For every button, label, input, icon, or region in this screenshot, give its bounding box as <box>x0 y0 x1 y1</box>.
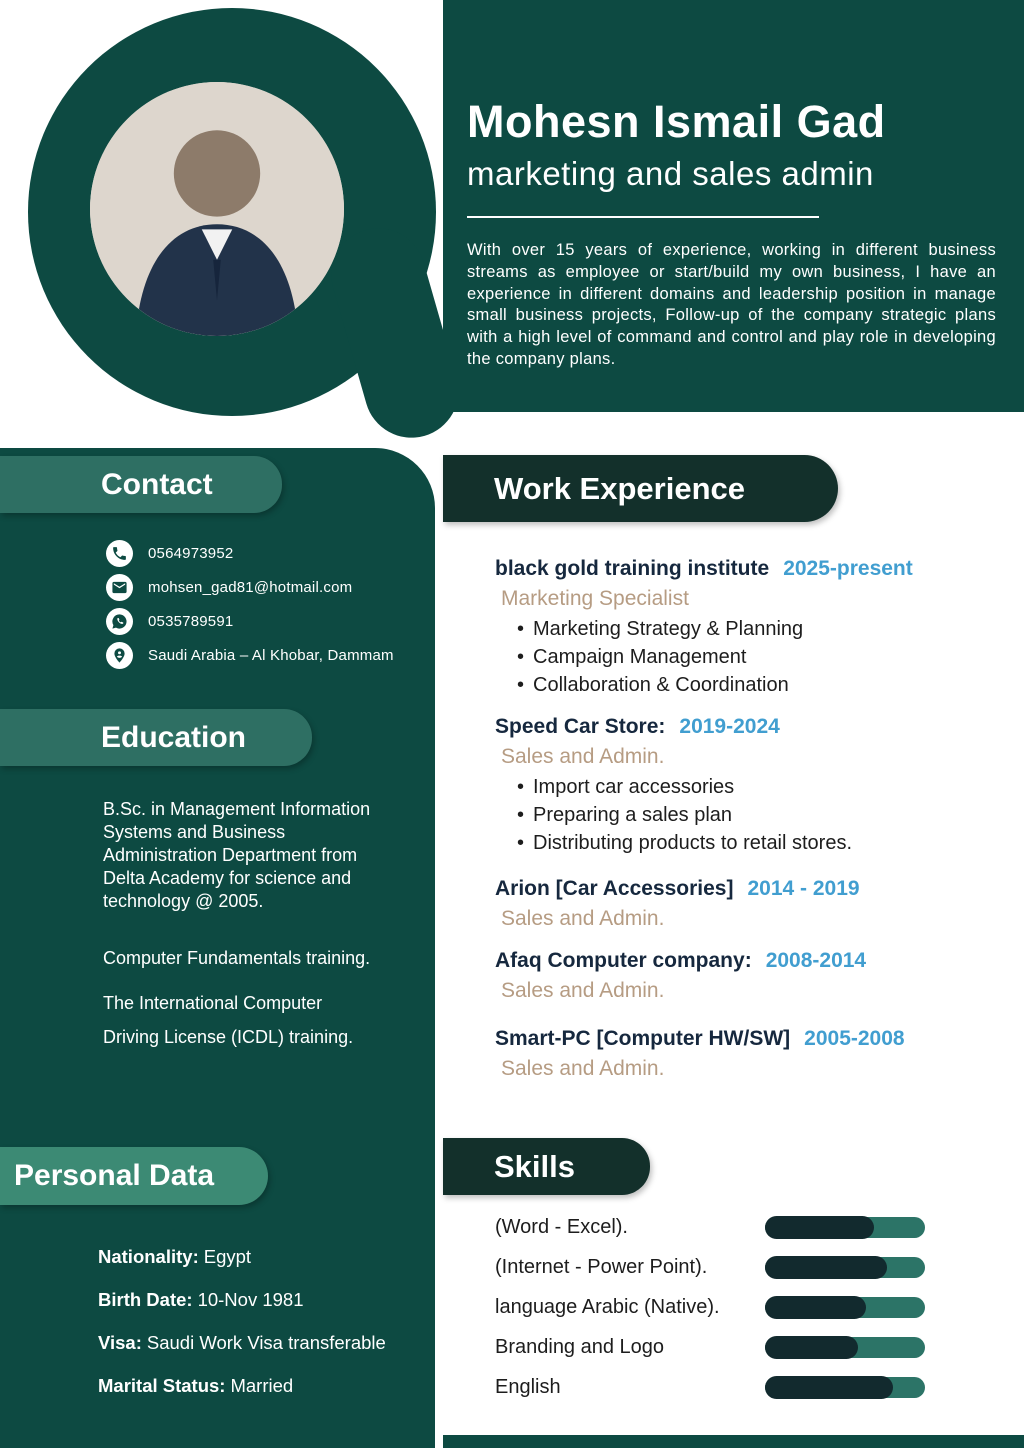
job-role: Sales and Admin. <box>501 1057 665 1080</box>
personal-row-birthdate <box>0 1289 435 1311</box>
job-head <box>495 1027 1024 1051</box>
skill-row-arabic <box>443 1287 1024 1327</box>
personal-row-marital <box>0 1375 435 1397</box>
personal-data-heading <box>0 1147 268 1205</box>
job-company: black gold training institute <box>495 557 770 580</box>
profile-summary: With over 15 years of experience, working in different business streams as employee or start/build my own business, I have an experience in different domains and leadership position in manage small business projects, Follow-up of the company strategic plans with a high level of command and control and play role in developing the company plans. <box>467 241 996 368</box>
job-head <box>495 949 1024 973</box>
personal-row-visa <box>0 1332 435 1354</box>
job-bullet: • Campaign Management <box>495 643 1024 671</box>
personal-value: Egypt <box>203 1246 252 1267</box>
skills-heading-label: Skills <box>494 1148 575 1184</box>
skill-label: language Arabic (Native). <box>495 1295 720 1318</box>
location-icon <box>106 642 133 669</box>
personal-value: 10-Nov 1981 <box>197 1289 304 1310</box>
education-item: Computer Fundamentals training. <box>103 948 371 969</box>
person-silhouette-icon <box>90 82 344 336</box>
job-bullet: • Distributing products to retail stores. <box>495 829 1024 857</box>
job-dates: 2025-present <box>783 557 913 580</box>
skill-bar-fill <box>765 1376 893 1399</box>
skill-bar-fill <box>765 1296 866 1319</box>
skill-label: (Internet - Power Point). <box>495 1255 708 1278</box>
skill-bar <box>765 1297 925 1318</box>
job-entry-speed-car-store <box>443 715 1024 857</box>
person-name: Mohesn Ismail Gad <box>467 96 886 147</box>
job-bullet: • Collaboration & Coordination <box>495 671 1024 699</box>
education-item: The International Computer Driving License (ICDL) training. <box>103 993 354 1047</box>
skill-bar <box>765 1377 925 1398</box>
personal-label: Visa: <box>98 1332 142 1353</box>
job-role: Sales and Admin. <box>501 745 665 768</box>
job-dates: 2014 - 2019 <box>747 877 860 900</box>
phone-number: 0564973952 <box>148 545 234 562</box>
skill-bar <box>765 1257 925 1278</box>
skill-bar <box>765 1217 925 1238</box>
contact-list <box>0 540 435 676</box>
job-entry-afaq <box>443 949 1024 1003</box>
education-item: B.Sc. in Management Information Systems and Business Administration Department from Delta Academy for science and technology @ 2005. <box>103 799 371 912</box>
skill-label: Branding and Logo <box>495 1335 665 1358</box>
job-title: marketing and sales admin <box>467 154 874 192</box>
job-company: Afaq Computer company: <box>495 949 752 972</box>
profile-photo <box>90 82 344 336</box>
personal-value: Saudi Work Visa transferable <box>146 1332 386 1353</box>
contact-row-whatsapp <box>0 608 435 635</box>
skill-row-internet-powerpoint <box>443 1247 1024 1287</box>
work-experience-list <box>443 545 1024 1081</box>
job-entry-arion <box>443 877 1024 931</box>
work-experience-heading <box>443 455 838 522</box>
personal-value: Married <box>230 1375 294 1396</box>
personal-data-heading-label: Personal Data <box>14 1159 215 1192</box>
skill-bar-fill <box>765 1256 887 1279</box>
personal-label: Birth Date: <box>98 1289 193 1310</box>
job-bullet-list <box>495 773 1024 857</box>
job-head <box>495 715 1024 739</box>
job-bullet: • Preparing a sales plan <box>495 801 1024 829</box>
contact-row-location <box>0 642 435 669</box>
header-block <box>443 0 1024 412</box>
job-role: Sales and Admin. <box>501 907 665 930</box>
skill-row-english <box>443 1367 1024 1407</box>
job-bullet-list <box>495 615 1024 699</box>
job-bullet: • Marketing Strategy & Planning <box>495 615 1024 643</box>
personal-data-list <box>0 1246 435 1418</box>
skill-label: English <box>495 1375 561 1398</box>
personal-label: Marital Status: <box>98 1375 226 1396</box>
skill-bar-fill <box>765 1216 874 1239</box>
whatsapp-number: 0535789591 <box>148 613 234 630</box>
skill-row-word-excel <box>443 1207 1024 1247</box>
job-company: Arion [Car Accessories] <box>495 877 734 900</box>
personal-label: Nationality: <box>98 1246 199 1267</box>
education-heading <box>0 709 312 766</box>
education-heading-label: Education <box>101 720 247 754</box>
education-section <box>0 798 435 1054</box>
email-address: mohsen_gad81@hotmail.com <box>148 579 353 596</box>
skill-label: (Word - Excel). <box>495 1215 628 1238</box>
job-head <box>495 557 1024 581</box>
skills-list <box>443 1207 1024 1407</box>
job-bullet: • Import car accessories <box>495 773 1024 801</box>
personal-row-nationality <box>0 1246 435 1268</box>
job-role: Sales and Admin. <box>501 979 665 1002</box>
job-dates: 2019-2024 <box>679 715 780 738</box>
work-experience-heading-label: Work Experience <box>494 470 745 506</box>
header-divider <box>467 216 819 218</box>
footer-bar <box>443 1435 1024 1448</box>
job-dates: 2005-2008 <box>804 1027 905 1050</box>
job-head <box>495 877 1024 901</box>
job-dates: 2008-2014 <box>765 949 867 972</box>
whatsapp-icon <box>106 608 133 635</box>
job-entry-smart-pc <box>443 1027 1024 1081</box>
job-company: Smart-PC [Computer HW/SW] <box>495 1027 791 1050</box>
phone-icon <box>106 540 133 567</box>
contact-row-phone <box>0 540 435 567</box>
contact-row-email <box>0 574 435 601</box>
contact-heading-label: Contact <box>101 467 213 501</box>
location-text: Saudi Arabia – Al Khobar, Dammam <box>148 647 394 664</box>
skills-heading <box>443 1138 650 1195</box>
skill-bar-fill <box>765 1336 858 1359</box>
job-role: Marketing Specialist <box>501 587 689 610</box>
job-entry-black-gold <box>443 557 1024 699</box>
email-icon <box>106 574 133 601</box>
job-company: Speed Car Store: <box>495 715 666 738</box>
skill-bar <box>765 1337 925 1358</box>
contact-heading <box>0 456 282 513</box>
skill-row-branding <box>443 1327 1024 1367</box>
